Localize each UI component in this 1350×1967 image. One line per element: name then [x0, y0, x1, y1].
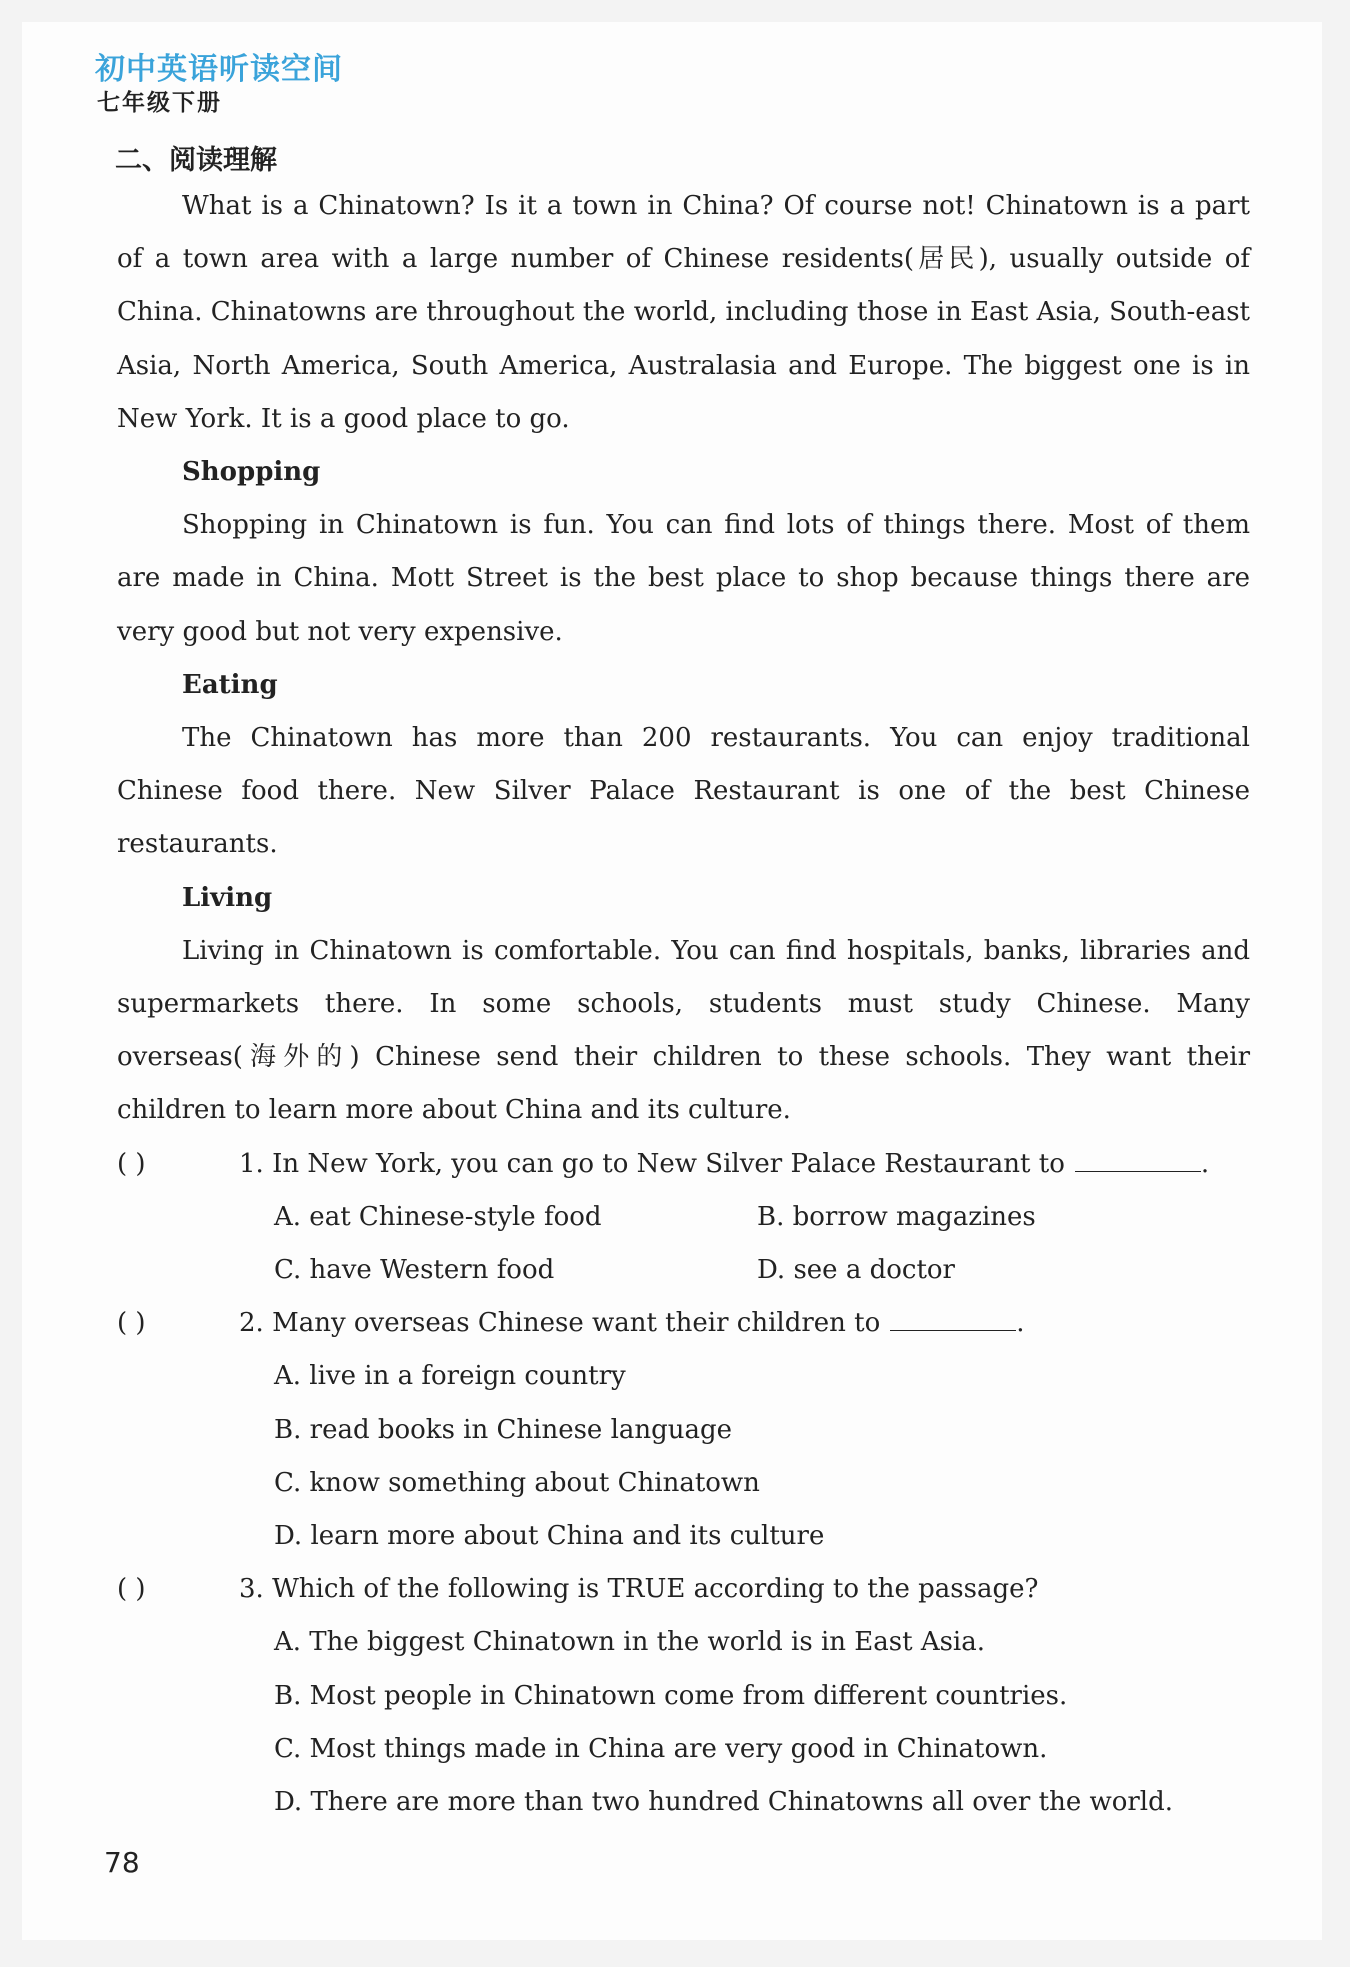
option-3a[interactable]: A. The biggest Chinatown in the world is in East Asia.	[274, 1627, 986, 1658]
option-3d[interactable]: D. There are more than two hundred Chinatowns all over the world.	[274, 1787, 1174, 1818]
answer-bracket-2[interactable]: ( )	[117, 1308, 146, 1339]
question-1-options-row-2	[117, 1244, 1250, 1297]
book-subtitle: 七年级下册	[97, 90, 222, 116]
page-number: 78	[104, 1846, 140, 1879]
option-2b[interactable]: B. read books in Chinese language	[274, 1414, 733, 1445]
option-3b[interactable]: B. Most people in Chinatown come from different countries.	[274, 1680, 1068, 1711]
question-3-stem: 3. Which of the following is TRUE according to the passage?	[239, 1574, 1039, 1605]
option-2a[interactable]: A. live in a foreign country	[274, 1361, 626, 1392]
book-title: 初中英语听读空间	[95, 52, 343, 87]
option-1b[interactable]: B. borrow magazines	[757, 1201, 1036, 1232]
question-1-stem: 1. In New York, you can go to New Silver Palace Restaurant to	[239, 1148, 1065, 1179]
passage-eating: The Chinatown has more than 200 restaurants. You can enjoy traditional Chinese food there. New Silver Palace Restaurant is one of the best Chinese restaurants.	[117, 723, 1250, 860]
passage-intro: What is a Chinatown? Is it a town in China? Of course not! Chinatown is a part of a town area with a large number of Chinese residents(居民), usually outside of China. Chinatowns are throughout the world, including those in East Asia, South-east Asia, North America, South America, Australasia and Europe. The biggest one is in New York. It is a good place to go.	[117, 191, 1250, 434]
option-1a[interactable]: A. eat Chinese-style food	[274, 1201, 602, 1232]
option-1c[interactable]: C. have Western food	[274, 1255, 555, 1286]
option-2d[interactable]: D. learn more about China and its culture	[274, 1521, 825, 1552]
passage-shopping: Shopping in Chinatown is fun. You can find lots of things there. Most of them are made in China. Mott Street is the best place to shop because things there are very good but not very expensive.	[117, 510, 1250, 647]
answer-blank-1[interactable]	[1075, 1143, 1201, 1172]
heading-shopping: Shopping	[182, 457, 321, 488]
question-2-stem: 2. Many overseas Chinese want their children to	[239, 1308, 881, 1339]
option-1d[interactable]: D. see a doctor	[757, 1255, 955, 1286]
question-1-end: .	[1200, 1148, 1210, 1179]
reading-content	[117, 180, 1250, 1829]
question-3	[117, 1563, 1250, 1616]
question-2-end: .	[1016, 1308, 1025, 1339]
question-1	[117, 1138, 1250, 1191]
question-1-options-row-1	[117, 1191, 1250, 1244]
answer-bracket-3[interactable]: ( )	[117, 1574, 146, 1605]
passage-living: Living in Chinatown is comfortable. You can find hospitals, banks, libraries and supermarkets there. In some schools, students must study Chinese. Many overseas(海外的) Chinese send their children to these schools. They want their children to learn more about China and its culture.	[117, 935, 1250, 1126]
heading-eating: Eating	[182, 669, 278, 700]
question-2	[117, 1297, 1250, 1350]
option-2c[interactable]: C. know something about Chinatown	[274, 1467, 760, 1498]
option-3c[interactable]: C. Most things made in China are very good in Chinatown.	[274, 1733, 1048, 1764]
heading-living: Living	[182, 882, 273, 913]
answer-blank-2[interactable]	[890, 1302, 1016, 1331]
answer-bracket-1[interactable]: ( )	[117, 1148, 146, 1179]
section-title: 二、阅读理解	[115, 145, 277, 176]
